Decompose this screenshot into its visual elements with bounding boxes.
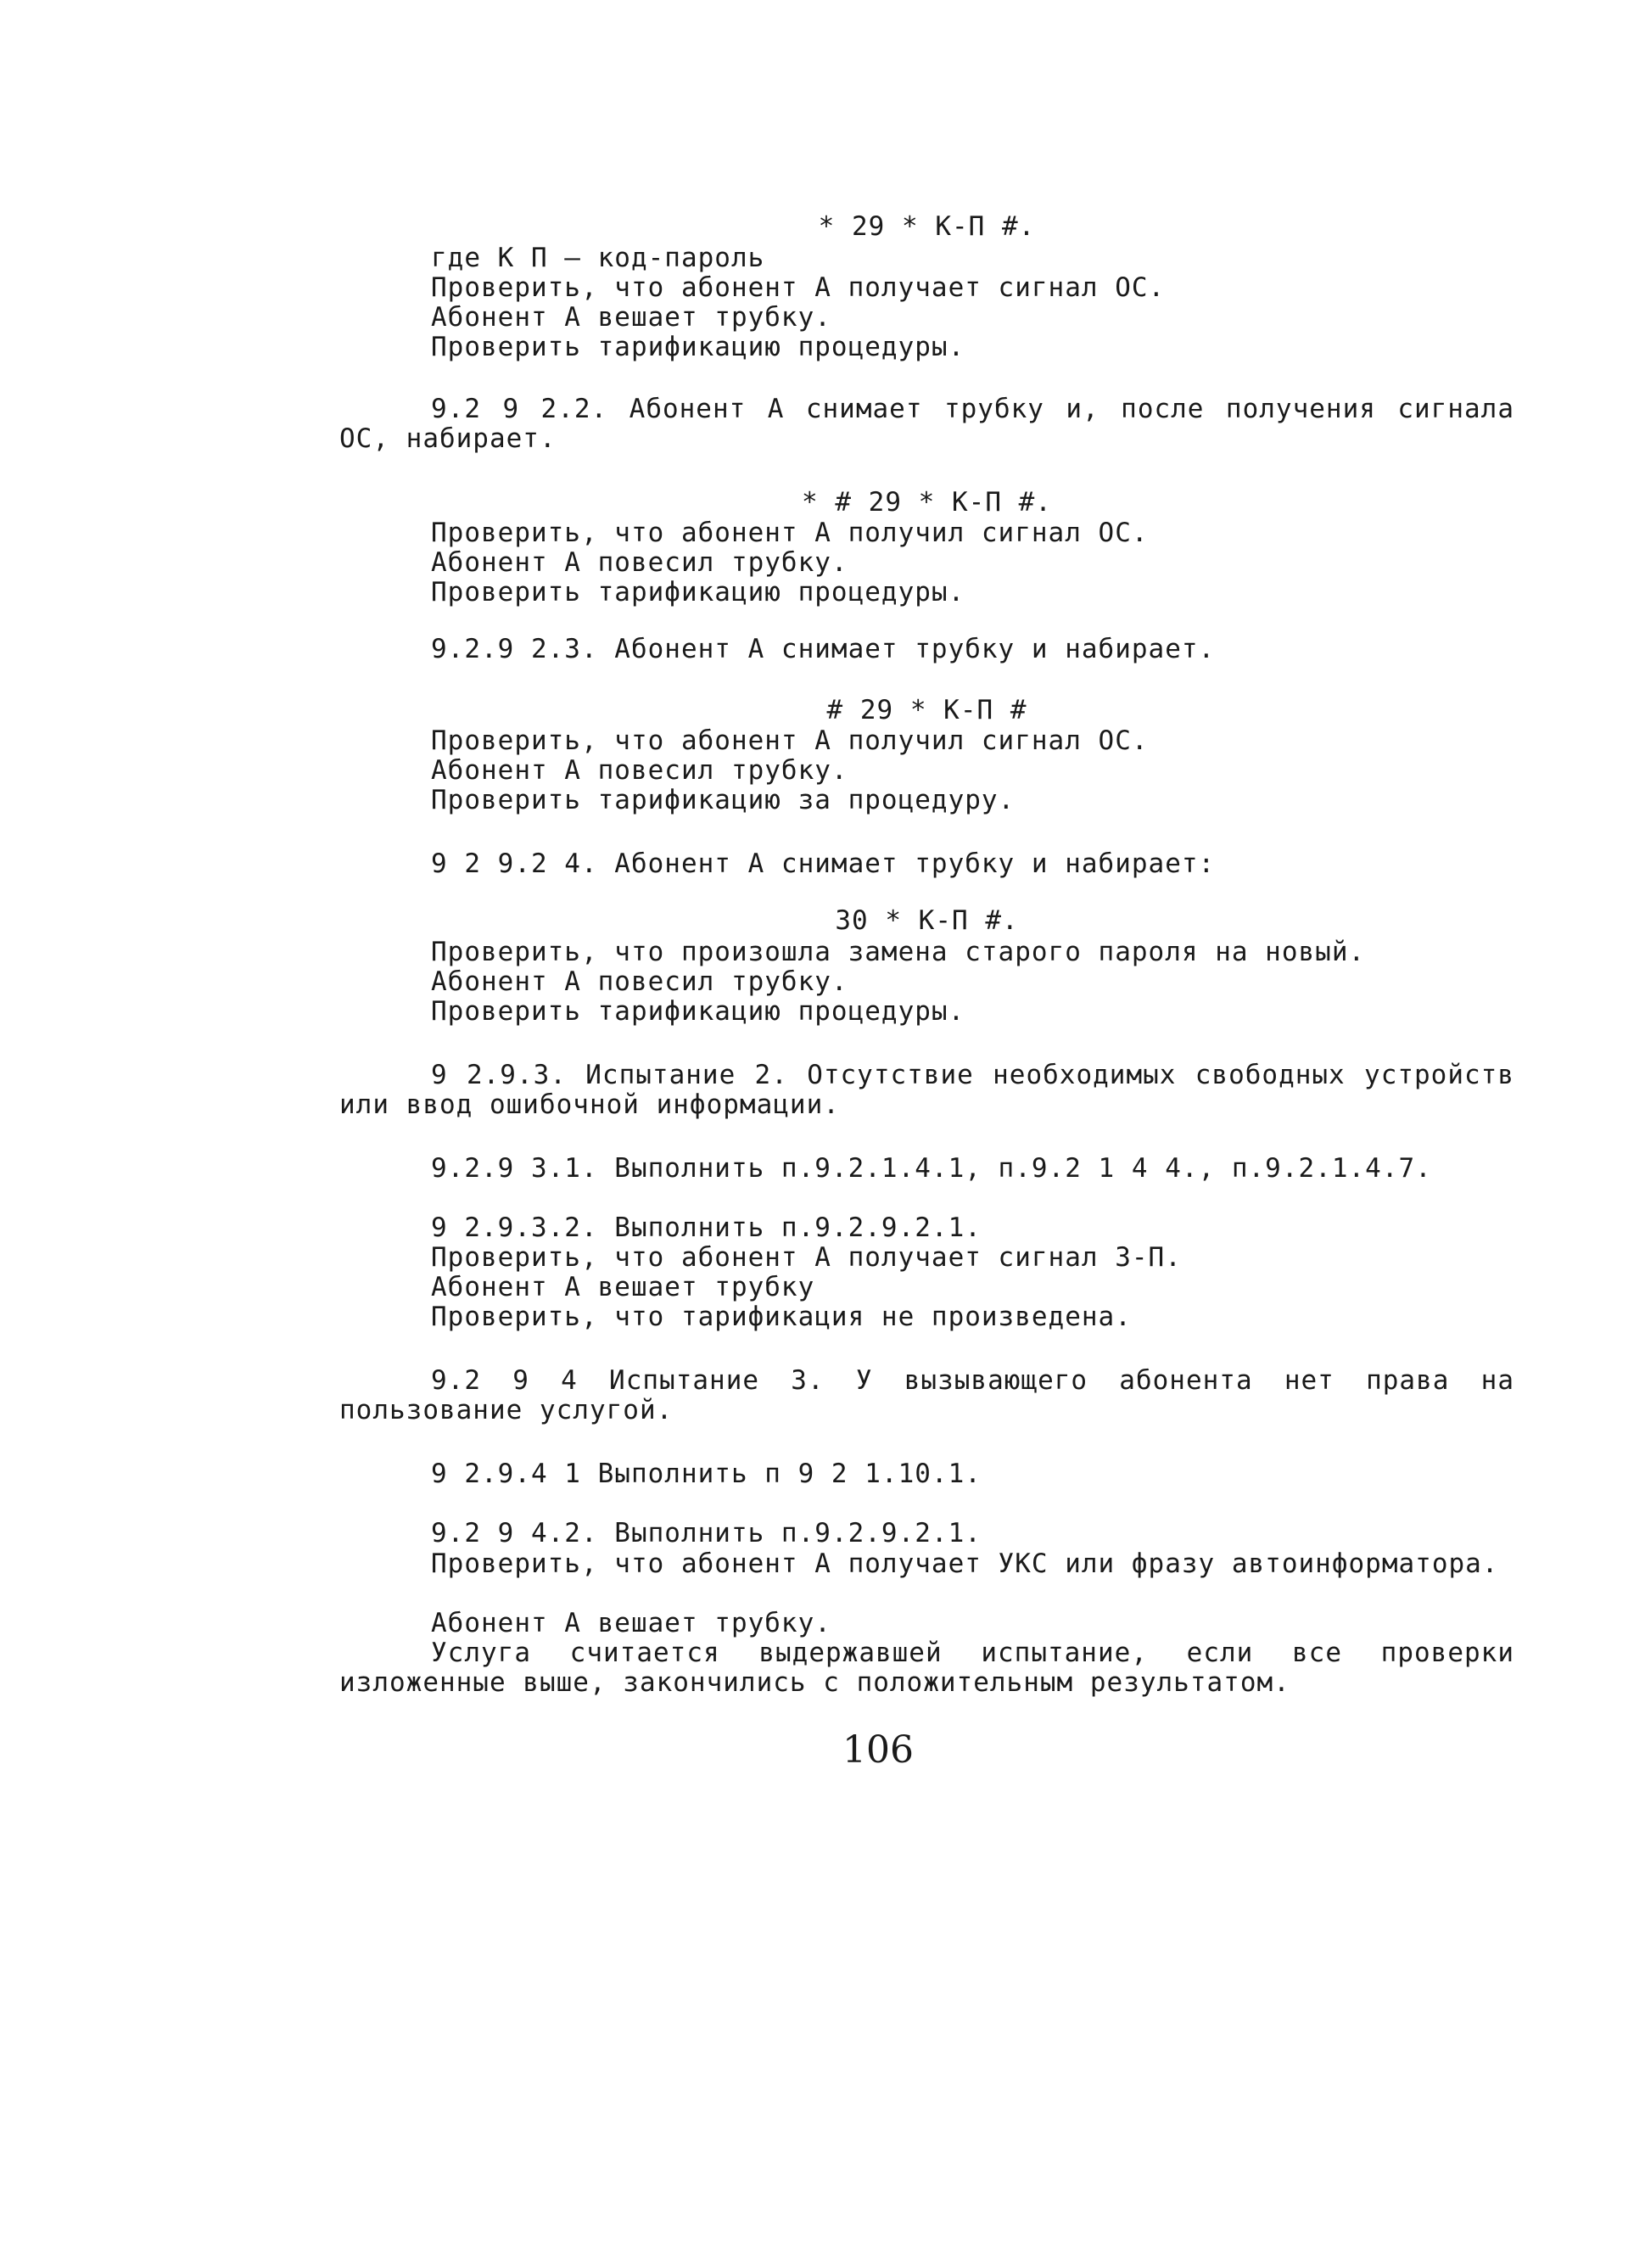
paragraph: 9.2 9 4 Испытание 3. У вызывающего абонента нет права на пользование услугой. xyxy=(339,1365,1514,1425)
text-line: 9 2.9.3.2. Выполнить п.9.2.9.2.1. xyxy=(431,1212,982,1243)
text-line: Абонент А вешает трубку. xyxy=(431,302,831,333)
paragraph: Проверить, что абонент А получает УКС или фразу автоинформатора. xyxy=(431,1548,1499,1579)
text-line: Абонент А повесил трубку. xyxy=(431,547,848,578)
text-block xyxy=(431,518,1149,608)
paragraph: 9.2.9 2.3. Абонент А снимает трубку и набирает. xyxy=(431,634,1216,664)
text-line: Проверить тарификацию процедуры. xyxy=(431,577,965,608)
text-line: Абонент А вешает трубку xyxy=(431,1272,815,1302)
text-line: Проверить, что абонент А получает сигнал ОС. xyxy=(431,272,1166,303)
text-block xyxy=(431,244,1165,362)
formula-line: # 29 * К-П # xyxy=(826,695,1027,725)
text-block xyxy=(431,726,1149,815)
paragraph: 9 2.9.3. Испытание 2. Отсутствие необходимых свободных устройств или ввод ошибочной информации. xyxy=(339,1060,1514,1120)
text-line: Проверить тарификацию за процедуру. xyxy=(431,785,1016,815)
paragraph: 9.2 9 2.2. Абонент А снимает трубку и, после получения сигнала ОС, набирает. xyxy=(339,394,1514,454)
text-line: Проверить, что произошла замена старого пароля на новый. xyxy=(431,937,1366,967)
paragraph: 9.2.9 3.1. Выполнить п.9.2.1.4.1, п.9.2 1 4 4., п.9.2.1.4.7. xyxy=(431,1153,1432,1184)
formula-line: * 29 * К-П #. xyxy=(818,211,1036,242)
paragraph: 9 2.9.4 1 Выполнить п 9 2 1.10.1. xyxy=(431,1459,982,1489)
formula-line: 30 * К-П #. xyxy=(835,905,1019,936)
text-line: Абонент А повесил трубку. xyxy=(431,755,848,786)
text-block xyxy=(431,1213,1182,1332)
paragraph: Услуга считается выдержавшей испытание, если все проверки изложенные выше, закончились с положительным результатом. xyxy=(339,1638,1514,1698)
text-line: Проверить тарификацию процедуры. xyxy=(431,996,965,1027)
text-line: Проверить, что абонент А получил сигнал ОС. xyxy=(431,518,1149,548)
text-line: Абонент А повесил трубку. xyxy=(431,966,848,997)
paragraph: Абонент А вешает трубку. xyxy=(431,1608,831,1638)
text-line: Проверить, что абонент А получает сигнал З-П. xyxy=(431,1242,1182,1273)
page-number: 106 xyxy=(842,1728,914,1772)
text-line: Проверить, что абонент А получил сигнал ОС. xyxy=(431,725,1149,756)
text-line: Проверить тарификацию процедуры. xyxy=(431,332,965,362)
formula-line: * # 29 * К-П #. xyxy=(802,487,1052,518)
text-block xyxy=(431,938,1365,1027)
paragraph: 9.2 9 4.2. Выполнить п.9.2.9.2.1. xyxy=(431,1518,982,1548)
paragraph: 9 2 9.2 4. Абонент А снимает трубку и набирает: xyxy=(431,848,1216,879)
text-line: Проверить, что тарификация не произведена. xyxy=(431,1302,1132,1332)
text-line: где К П – код-пароль xyxy=(431,243,765,273)
